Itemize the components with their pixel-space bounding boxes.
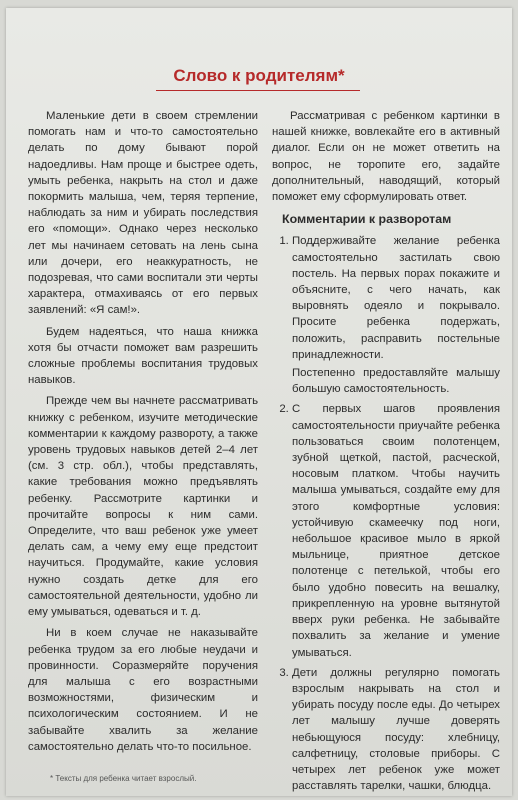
comments-list <box>272 233 500 794</box>
comments-heading: Комментарии к разворотам <box>282 212 452 227</box>
intro-paragraph: Рассматривая с ребенком картинки в нашей книжке, вовлекайте его в активный диалог. Если он не может ответить на вопрос, не торопите его, задайте дополнительный, наводящий, который поможет ему сформулировать ответ. <box>272 110 500 204</box>
paragraph: Будем надеяться, что наша книжка хотя бы отчасти поможет вам разрешить сложные проблемы воспитания трудовых навыков. <box>28 325 258 387</box>
footnote: * Тексты для ребенка читает взрослый. <box>50 774 197 783</box>
paragraph: Маленькие дети в своем стремлении помогать нам и что-то самостоятельно делать по дому бывают порой надоедливы. Нам проще и быстрее одеть, умыть ребенка, накрыть на стол и даже покормить малыша, чем, теряя терпение, наблюдать за ним и убирать последствия его «помощи». Однако через несколько лет мы начинаем сетовать на лень сына или дочери, его неаккуратность, не подозревая, что сами воспитали эти черты характера, отмахиваясь от его первых заявлений: «Я сам!». <box>28 110 258 317</box>
paragraph: Ни в коем случае не наказывайте ребенка трудом за его любые неудачи и провинности. Соразмеряйте поручения для малыша с его возрастными возможностями, физическим и психологическим состоянием. И не забывайте хвалить за желание самостоятельно делать что-то посильное. <box>28 627 258 753</box>
comment-item <box>292 665 500 795</box>
left-column <box>28 108 258 760</box>
comment-extra: Постепенно предоставляйте малышу большую самостоятельность. <box>292 367 500 396</box>
paragraph: Прежде чем вы начнете рассматривать книжку с ребенком, изучите методические комментарии к каждому развороту, а также уровень трудовых навыков детей 2–4 лет (см. 3 стр. обл.), чтобы представлять, какие требования можно предъявлять ребенку. Рассмотрите картинки и прочитайте вопросы к ним сами. Определите, что ваш ребенок уже умеет делать сам, а чему ему еще предстоит научиться. Продумайте, какие условия нужно создать детке для его самостоятельной деятельности, удобно ли ему умываться, одеваться и т. д. <box>28 395 258 619</box>
title-underline <box>156 90 360 91</box>
page-title: Слово к родителям* <box>173 66 345 85</box>
right-column <box>272 108 500 798</box>
book-page <box>6 8 512 796</box>
comment-item <box>292 233 500 397</box>
comment-text: Дети должны регулярно помогать взрослым накрывать на стол и убирать посуду после еды. До четырех лет малышу лучше доверять небьющуюся посуду: хлебницу, салфетницу, столовые приборы. С четырех лет ребенок уже может расставлять тарелки, чашки, блюдца. <box>292 666 500 793</box>
comment-item <box>292 401 500 660</box>
comment-text: Поддерживайте желание ребенка самостоятельно застилать свою постель. На первых порах покажите и объясните, с чего начать, как выровнять одеяло и покрывало. Просите ребенка подержать, положить, расправить постельные принадлежности. <box>292 235 500 361</box>
comment-text: С первых шагов проявления самостоятельности приучайте ребенка пользоваться своим полотенцем, зубной щеткой, пастой, расческой, носовым платком. Чтобы научить малыша умываться, создайте ему для этого комфортные условия: устойчивую скамеечку под ноги, небольшое красивое мыло в яркой мыльнице, приятное детское полотенце с петелькой, чтобы его было удобно повесить на вешалку, прикрепленную на уровне вытянутой вверх руки ребенка. Не забывайте похвалить за желание и умение умываться. <box>292 403 500 659</box>
